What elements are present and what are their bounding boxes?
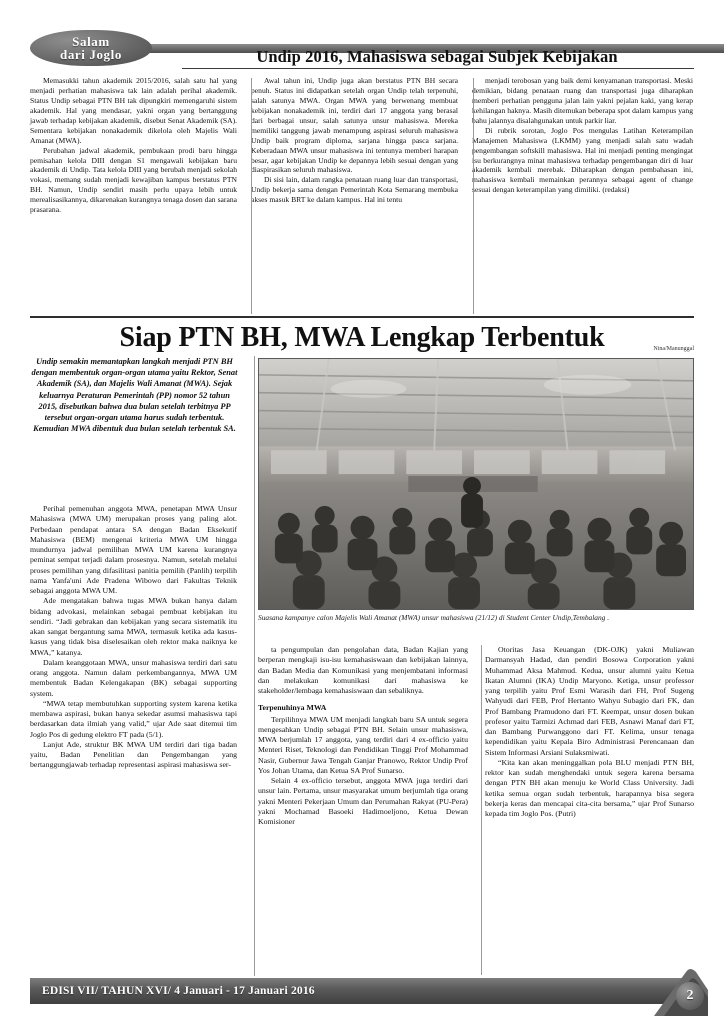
feature-paragraph: Lanjut Ade, struktur BK MWA UM terdiri dari tiga badan yaitu, Badan Penelitian dan Pengembangan yang bertanggungjawab terhadap representasi aspirasi mahasiswa ser- [30, 739, 237, 770]
page-number: 2 [676, 982, 704, 1010]
feature-subheading: Terpenuhinya MWA [258, 703, 327, 713]
feature-photo [258, 358, 694, 610]
edition-text: EDISI VII/ TAHUN XVI/ 4 Januari - 17 Januari 2016 [42, 985, 315, 997]
feature-column-divider [254, 356, 255, 976]
editorial-paragraph: Perubahan jadwal akademik, pembukaan prodi baru hingga pemisahan kelola DIII dengan S1 mengawali kebijakan baru akademik di Undip. Tata kelola DIII yang berubah menjadi sekolah vokasi, memang sudah menjadi kewajiban kampus berstatus PTN BH. Namun, Undip sendiri masih perlu upaya lebih untuk merealisasikannya, dikarenakan kurangnya tenaga dosen dan sarana prasarana. [30, 145, 237, 215]
page-number-badge [652, 966, 708, 1016]
feature-column-1 [30, 504, 251, 974]
editorial-column-2 [251, 76, 472, 316]
feature-paragraph: Terpilihnya MWA UM menjadi langkah baru SA untuk segera mengesahkan Undip sebagai PTN BH. Selain unsur mahasiswa, MWA berjumlah 17 anggota, yang terdiri dari 4 ex-officio yaitu Menteri Riset, Teknologi dan Pendidikan Tinggi Prof Mohammad Nasir, Gubernur Jawa Tengah Ganjar Pranowo, Rektor Undip Prof Yos Johan Utama, dan Ketua SA Prof Sunarso. [258, 714, 468, 775]
editorial-paragraph: Awal tahun ini, Undip juga akan berstatus PTN BH secara penuh. Status ini didapatkan setelah organ Undip telah terpenuhi, salah satunya MWA. Organ MWA yang berwenang membuat kebijakan nonakademik ini, terdiri dari 17 anggota yang berasal dari berbagai unsur, salah satunya unsur mahasiswa. Mereka memiliki tanggung jawab menampung aspirasi seluruh mahasiswa Undip baik program diploma, sarjana hingga pasca sarjana. Keberadaan MWA unsur mahasiswa ini tentunya memberi harapan besar, agar kebijakan Undip ke depannya lebih sesuai dengan yang diaspirasikan seluruh mahasiswa. [251, 76, 458, 175]
salam-badge-line2: dari Joglo [60, 47, 122, 62]
salam-badge-line1: Salam [72, 33, 110, 49]
photo-illustration [259, 359, 693, 609]
salam-dari-joglo-badge [30, 30, 152, 66]
feature-headline: Siap PTN BH, MWA Lengkap Terbentuk [119, 322, 605, 353]
feature-paragraph: “Kita kan akan meninggalkan pola BLU menjadi PTN BH, rektor kan sudah menghendaki untuk segera karena bersama dengan PTN BH akan menuju ke World Class University. Jadi ketika semua organ sudah terbentuk, harapannya bisa segera bekerja keras dan mencapai cita-cita bersama,” ujar Prof Sunarso kepada tim Joglo Pos. (Putri) [485, 757, 694, 818]
feature-paragraph: Ade mengatakan bahwa tugas MWA bukan hanya dalam bidang advokasi, melainkan sebagai pembuat kebijakan itu sendiri. “Jadi gebrakan dan kebijakan yang secara sistematik itu akan sangat bergantung sama MWA, termasuk ketika ada kasus-kasus yang tidak bisa diselesaikan oleh rektor maka naiknya ke MWA,” katanya. [30, 596, 237, 657]
photo-credit: Nina/Manunggal [653, 346, 694, 352]
editorial-paragraph: Di sisi lain, dalam rangka penataan ruang luar dan transportasi, Undip bekerja sama dengan Pemerintah Kota Semarang membuka akses masuk BRT ke dalam kampus. Hal ini tentu [251, 175, 458, 205]
feature-paragraph: “MWA tetap membutuhkan supporting system karena ketika membawa aspirasi, bukan hanya sekedar asumsi mahasiswa tapi berdasarkan data ilmiah yang valid,” ujar Ade saat ditemui tim Joglo Pos di gedung elektro FT pada (5/1). [30, 698, 237, 739]
editorial-columns [30, 76, 694, 316]
editorial-paragraph: Memasukki tahun akademik 2015/2016, salah satu hal yang menjadi perhatian mahasiswa tak lain adalah perihal akademik. Status Undip sebagai PTN BH tak dipungkiri memengaruhi sistem akademik. Hal yang mendasar, yakni organ yang bertanggung jawab terhadap kebijakan akademik, disebut Senat Akademik (SA). Sementara kebijakan nonakademik dikelola oleh Majelis Wali Amanat (MWA). [30, 76, 237, 145]
feature-paragraph: Selain 4 ex-officio tersebut, anggota MWA juga terdiri dari unsur lain. Pertama, unsur masyarakat umum berjumlah tiga orang yakni Menteri Pekerjaan Umum dan Perumahan Rakyat (PU-Pera) yakni Mochamad Basoeki Hadimoeljono, Ketua Dewan Komisioner [258, 776, 468, 826]
editorial-bottom-rule [30, 316, 694, 318]
feature-standfirst: Undip semakin memantapkan langkah menjadi PTN BH dengan membentuk organ-organ utama yaitu Rektor, Senat Akademik (SA), dan Majelis Wali Amanat (MWA). Sejak keluarnya Peraturan Pemerintah (PP) nomor 52 tahun 2015, disebutkan bahwa dua bulan setelah terbitnya PP tersebut organ-organ utama harus sudah terbentuk. Kemudian MWA dibentuk dua bulan setelah terbentuk SA. [31, 357, 238, 434]
editorial-paragraph: menjadi terobosan yang baik demi kenyamanan transportasi. Meski demikian, bidang penataan ruang dan transportasi juga diharapkan memberi perhatian pengguna jalan lain yakni pejalan kaki, yang kerap kehilangan haknya. Masih ditemukan beberapa spot dalam kampus yang bahu jalannya disalahgunakan untuk parkir liar. [472, 76, 693, 125]
feature-column-3 [485, 645, 694, 975]
page-footer [30, 978, 694, 1004]
feature-column-divider [481, 645, 482, 975]
editorial-paragraph: Di rubrik sorotan, Joglo Pos mengulas Latihan Keterampilan Manajemen Mahasiswa (LKMM) yang menjadi salah satu wadah pengembangan softskill mahasiswa. Hal ini menjadi penting mengingat isu berkurangnya minat mahasiswa terhadap pengembangan diri di luar akademik kembali merebak. Diharapkan dengan pembahasan ini, mahasiswa kembali memainkan perannya sebagai agent of change sesuai dengan keterampilan yang dimiliki. (redaksi) [472, 125, 693, 195]
feature-paragraph: ta pengumpulan dan pengolahan data, Badan Kajian yang berperan mengkaji isu-isu kemahasiswaan dan kebijakan lainnya, dan Badan Media dan Komunikasi yang menjembatani informasi dan melakukan komunikasi dari mahasiswa ke stakeholder/lembaga kemahasiswaan dan sebaliknya. [258, 645, 468, 695]
feature-paragraph: Dalam keanggotaan MWA, unsur mahasiswa terdiri dari satu orang anggota. Namun dalam perkembangannya, MWA UM membentuk Badan Kelengakapan (BK) sebagai supporting system. [30, 657, 237, 698]
editorial-column-divider [251, 78, 252, 314]
feature-paragraph: Perihal pemenuhan anggota MWA, penetapan MWA Unsur Mahasiswa (MWA UM) merupakan proses yang paling alot. Perbedaan pendapat antara SA dengan Badan Eksekutif Mahasiswa (BEM) mengenai kriteria MWA UM hingga mundurnya jadwal pemilihan MWA UM karena kurangnya peminat sempat terjadi dalam prosesnya. Namun, setelah melalui proses pemilihan yang difasilitasi panitia pemilih (Panlih) terpilih nama Yanfa'uni Ade Pradena Wibowo dari Fakultas Teknik sebagai anggota MWA UM. [30, 504, 237, 595]
editorial-column-1 [30, 76, 251, 316]
feature-paragraph: Otoritas Jasa Keuangan (DK-OJK) yakni Muliawan Darmansyah Hadad, dan pendiri Bosowa Corporation yakni Muhammad Aksa Mahmud. Kedua, unsur alumni yaitu Ketua Ikatan Alumni (IKA) Undip Maryono. Ketiga, unsur professor yang terpilih yaitu Prof Esmi Warasih dari FH, Prof Sugeng Wahyudi dari FEB, Prof Hertanto Wahyu Subagio dari FK, dan Prof Bambang Pramudono dari FT. Keempat, unsur dosen bukan profesor yaitu Tarmizi Achmad dari FEB, Asnawi Manaf dari FT, dan Bambang Purwanggono dari FT. Kelima, unsur tenaga kependidikan yaitu Kepala Biro Administrasi Perencanaan dan Sistem Informasi Arsiani Sulaksmiwati. [485, 645, 694, 757]
editorial-column-divider [473, 78, 474, 314]
editorial-title-rule [182, 68, 694, 69]
editorial-column-3 [472, 76, 693, 316]
feature-column-2 [258, 645, 482, 975]
feature-photo-caption: Suasana kampanye calon Majelis Wali Amanat (MWA) unsur mahasiswa (21/12) di Student Center Undip,Tembalang . [258, 613, 610, 622]
editorial-title: Undip 2016, Mahasiswa sebagai Subjek Kebijakan [256, 47, 618, 66]
